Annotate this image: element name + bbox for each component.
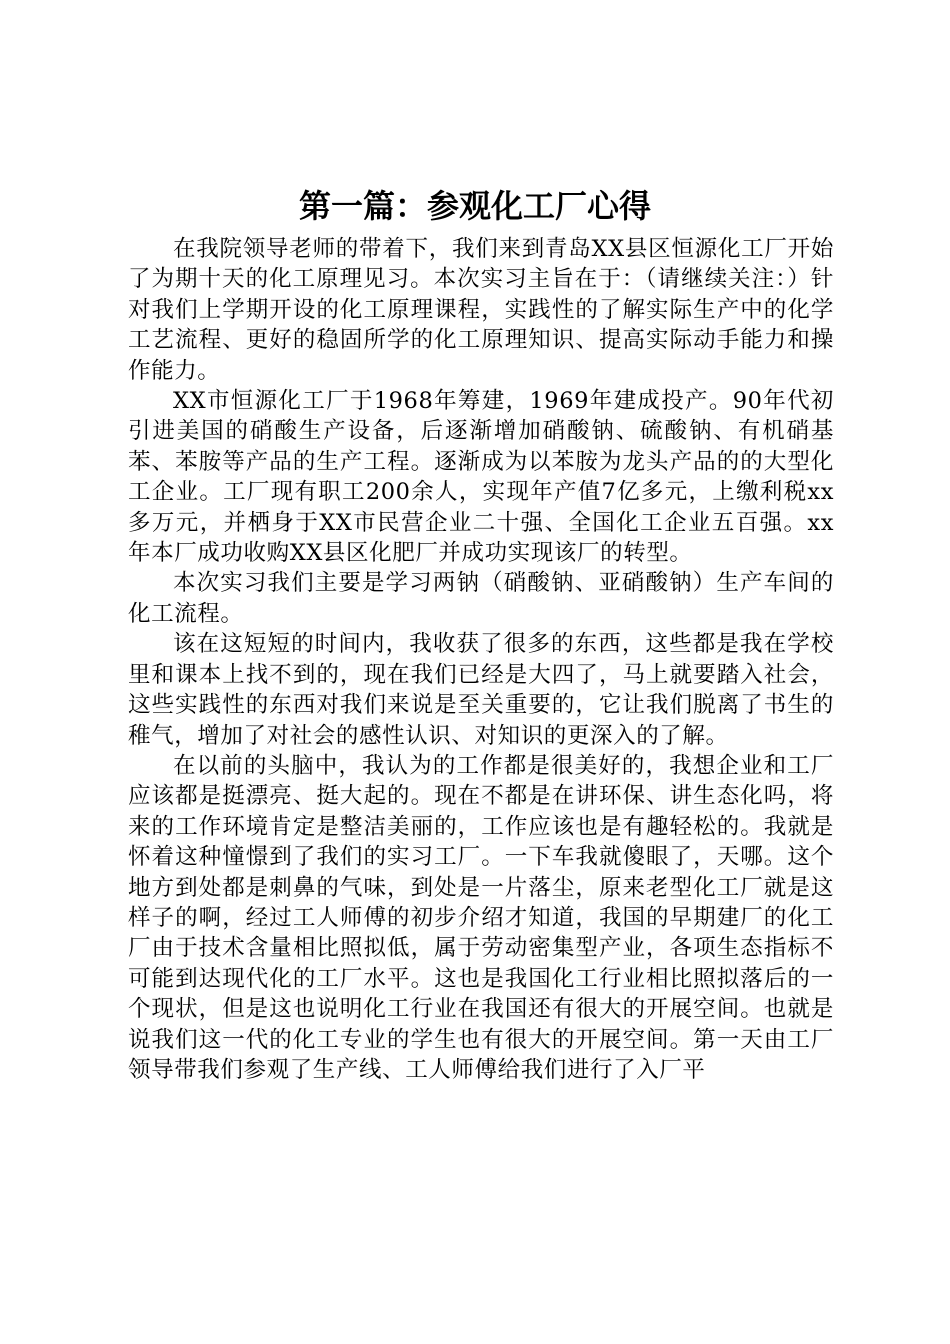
paragraph-intro: 在我院领导老师的带着下，我们来到青岛XX县区恒源化工厂开始了为期十天的化工原理见习。本次实习主旨在于：（请继续关注：）针对我们上学期开设的化工原理课程，实践性的了解实际生产中的化学工艺流程、更好的稳固所学的化工原理知识、提高实际动手能力和操作能力。 (128, 236, 834, 384)
paragraph-internship-focus: 本次实习我们主要是学习两钠（硝酸钠、亚硝酸钠）生产车间的化工流程。 (128, 570, 834, 627)
paragraph-factory-history: XX市恒源化工厂于1968年筹建，1969年建成投产。90年代初引进美国的硝酸生产设备，后逐渐增加硝酸钠、硫酸钠、有机硝基苯、苯胺等产品的生产工程。逐渐成为以苯胺为龙头产品的的大型化工企业。工厂现有职工200余人，实现年产值7亿多元，上缴利税xx多万元，并栖身于XX市民营企业二十强、全国化工企业五百强。xx年本厂成功收购XX县区化肥厂并成功实现该厂的转型。 (128, 388, 834, 567)
paragraph-impressions: 在以前的头脑中，我认为的工作都是很美好的，我想企业和工厂应该都是挺漂亮、挺大起的。现在不都是在讲环保、讲生态化吗，将来的工作环境肯定是整洁美丽的，工作应该也是有趣轻松的。我就是怀着这种憧憬到了我们的实习工厂。一下车我就傻眼了，天哪。这个地方到处都是刺鼻的气味，到处是一片落尘，原来老型化工厂就是这样子的啊，经过工人师傅的初步介绍才知道，我国的早期建厂的化工厂由于技术含量相比照拟低，属于劳动密集型产业，各项生态指标不可能到达现代化的工厂水平。这也是我国化工行业相比照拟落后的一个现状，但是这也说明化工行业在我国还有很大的开展空间。也就是说我们这一代的化工专业的学生也有很大的开展空间。第一天由工厂领导带我们参观了生产线、工人师傅给我们进行了入厂平 (128, 752, 834, 1083)
document-title: 第一篇：参观化工厂心得 (298, 187, 651, 225)
paragraph-gains: 该在这短短的时间内，我收获了很多的东西，这些都是我在学校里和课本上找不到的，现在我们已经是大四了，马上就要踏入社会，这些实践性的东西对我们来说是至关重要的，它让我们脱离了书生的稚气，增加了对社会的感性认识、对知识的更深入的了解。 (128, 631, 834, 749)
document-body (128, 234, 834, 1085)
